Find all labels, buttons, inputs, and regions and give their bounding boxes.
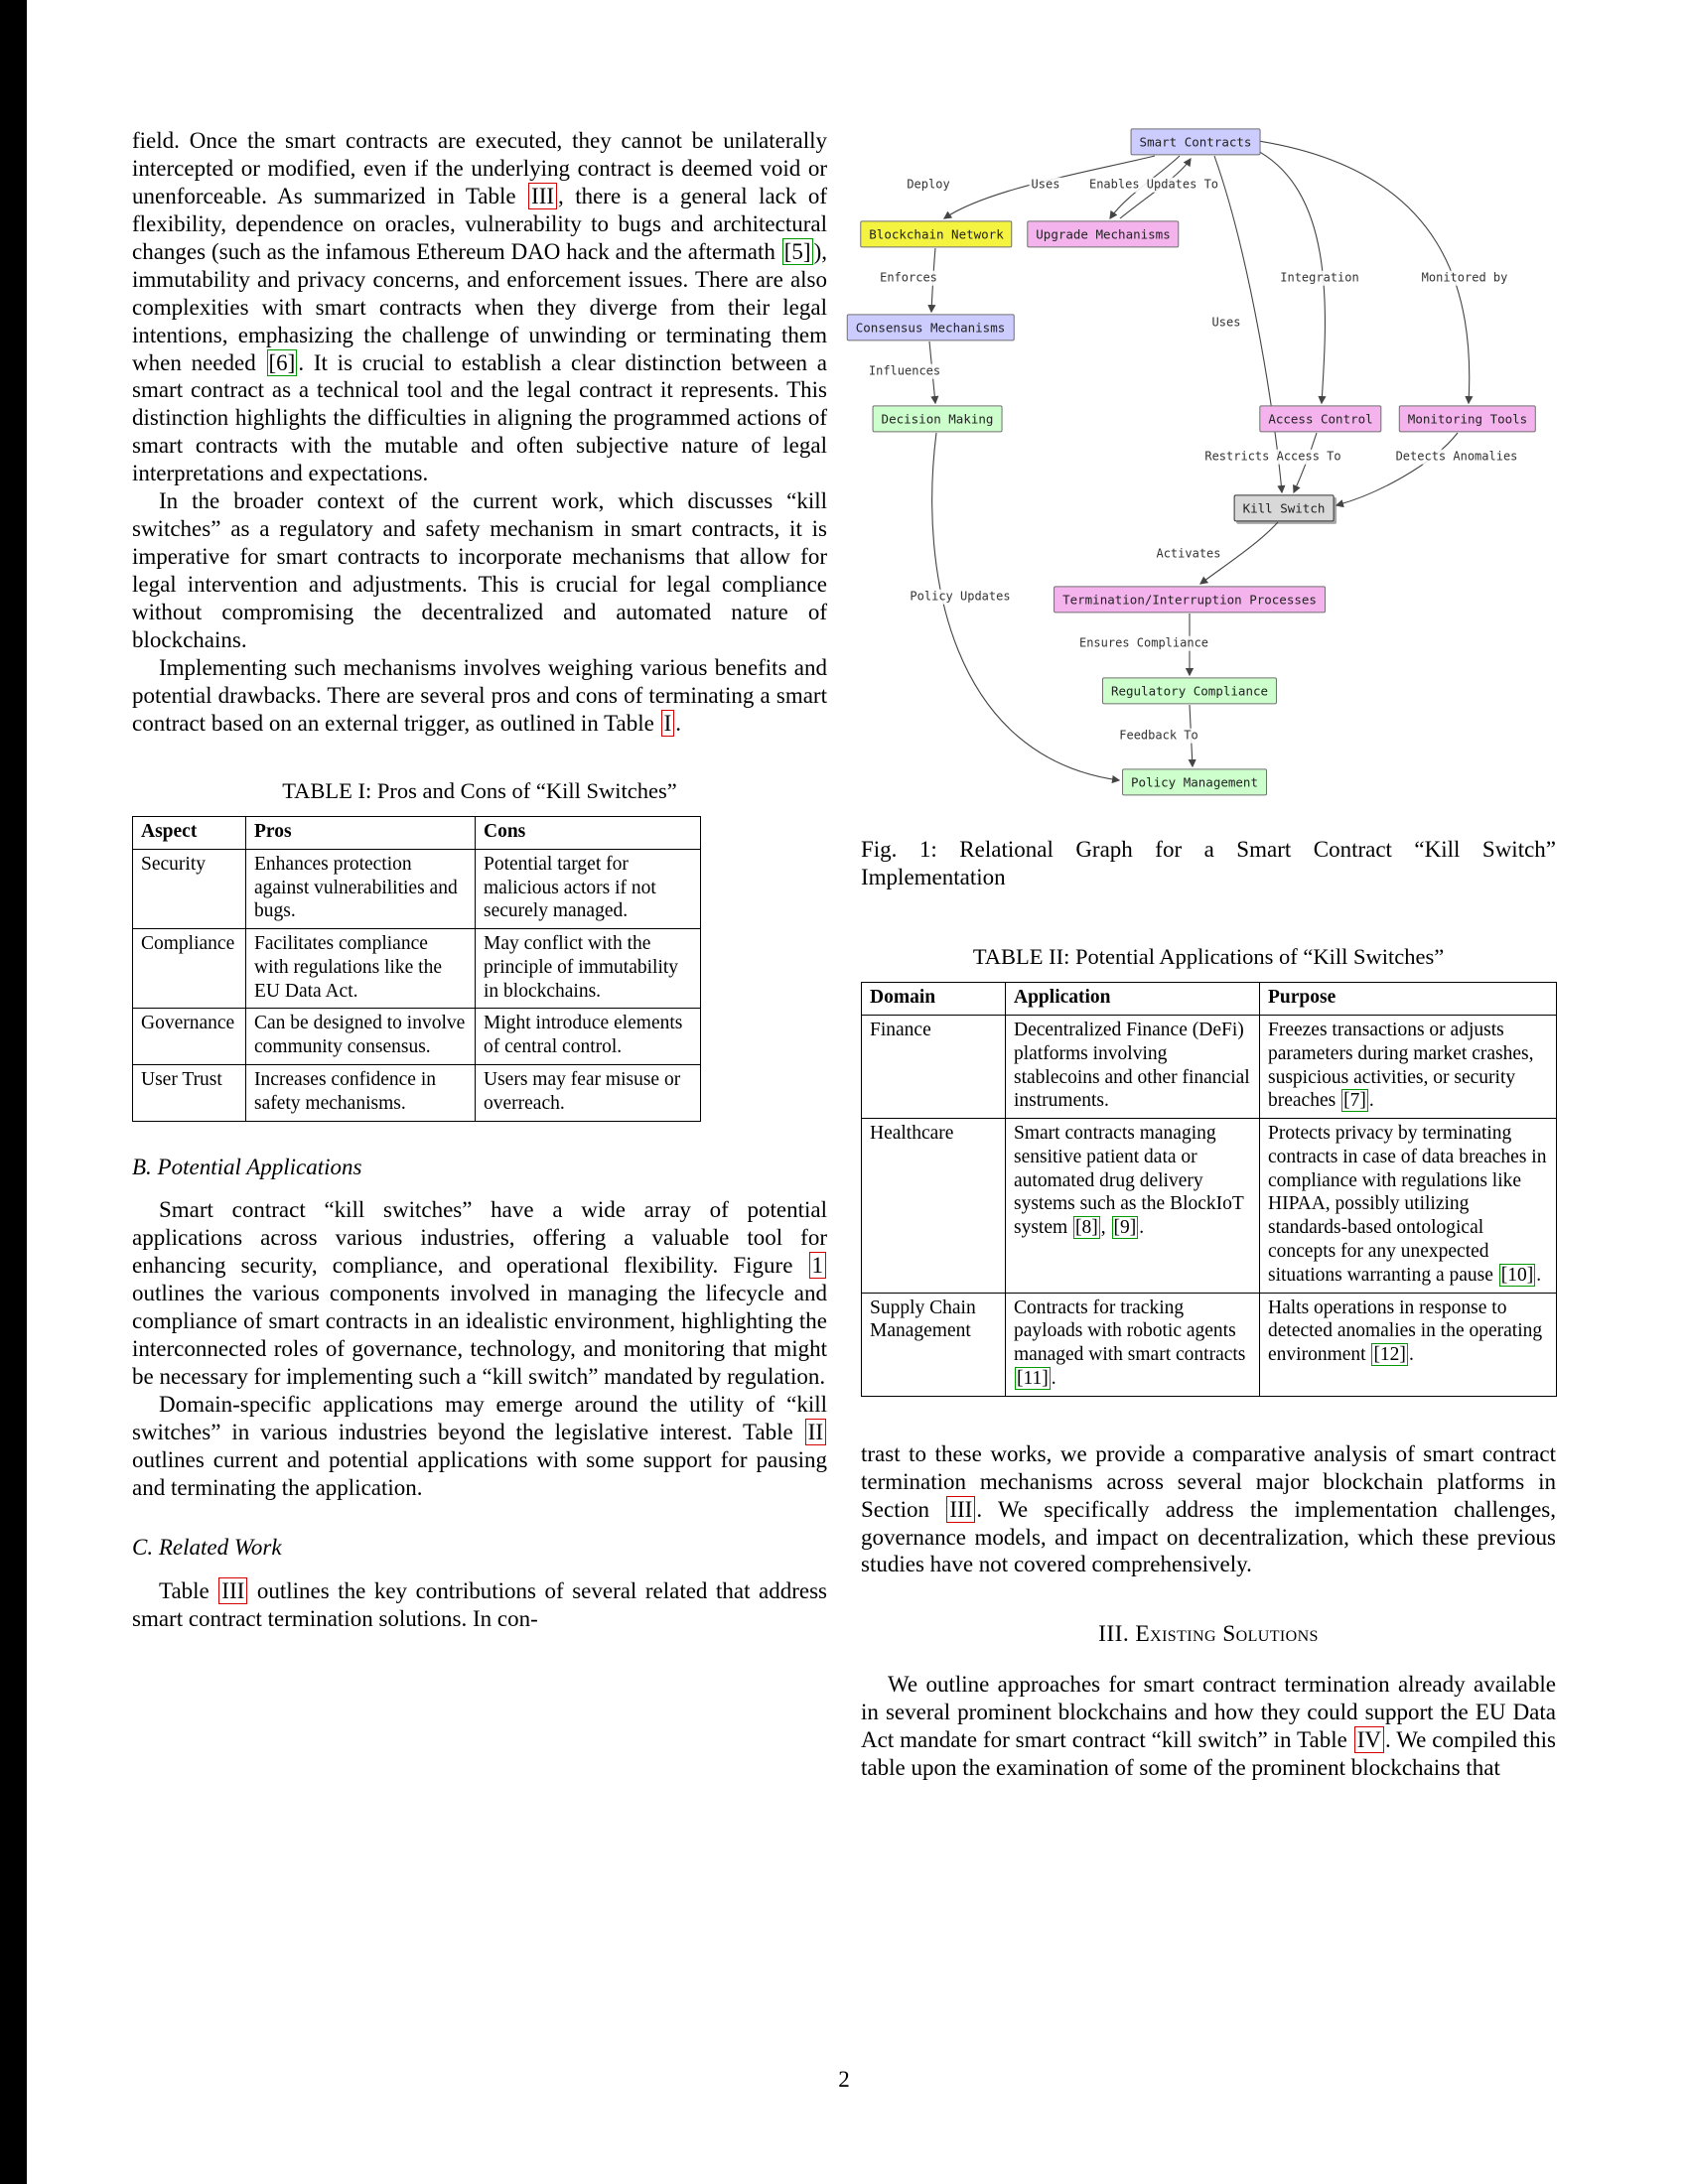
table1-body (133, 849, 701, 1121)
table-cell: Supply Chain Management (862, 1293, 1006, 1396)
scan-edge-strip (0, 0, 27, 2184)
subsection-c-heading: C. Related Work (132, 1534, 282, 1560)
paragraph: trast to these works, we provide a comparative analysis of smart contract termination mechanisms across several major blockchain platforms in Section III . We specifically address the implementation challenges, governance models, and impact on decentralization, which these previous studies have not covered comprehensively. (861, 1440, 1556, 1577)
applications-table (861, 982, 1557, 1397)
table-header-cell: Aspect (133, 816, 246, 849)
paragraph: Table III outlines the key contributions of several related that address smart contract termination solutions. In con- (132, 1577, 827, 1631)
table2-head (862, 983, 1557, 1016)
page-number: 2 (838, 2067, 850, 2092)
table-cell: Freezes transactions or adjusts parameters during market crashes, suspicious activities, or security breaches [7] . (1260, 1015, 1557, 1118)
edge-label: Activates (1156, 546, 1221, 561)
table-row (133, 1009, 701, 1065)
figure-node-blockchain-network: Blockchain Network (860, 220, 1012, 247)
paragraph: Smart contract “kill switches” have a wide array of potential applications across various industries, offering a valuable tool for enhancing security, compliance, and operational flexibility. Figure 1 outlines the various components involved in managing the lifecycle and compliance of smart contracts in an idealistic environment, highlighting the interconnected roles of governance, technology, and monitoring that might be necessary for implementing such a “kill switch” mandated by regulation. (132, 1197, 827, 1390)
paragraph: In the broader context of the current work, which discusses “kill switches” as a regulatory and safety mechanism in smart contracts, it is imperative for smart contracts to incorporate mechanisms that allow for legal intervention and adjustments. This is crucial for legal compliance without compromising the decentralized and automated nature of blockchains. (132, 488, 827, 652)
table-cell: Halts operations in response to detected anomalies in the operating environment [12] . (1260, 1293, 1557, 1396)
table-cell: Contracts for tracking payloads with robotic agents managed with smart contracts [11] . (1006, 1293, 1260, 1396)
figure-1 (855, 117, 1556, 820)
table-row (133, 849, 701, 928)
edge-label: Detects Anomalies (1395, 449, 1518, 464)
table-cell: Increases confidence in safety mechanisms. (246, 1064, 476, 1121)
edge-label: Monitored by (1421, 270, 1508, 285)
figure-node-monitoring-tools: Monitoring Tools (1399, 405, 1536, 432)
edge-label: Ensures Compliance (1078, 635, 1209, 650)
table-cell: Security (133, 849, 246, 928)
figure-node-policy-management: Policy Management (1122, 768, 1267, 795)
figure-node-access-control: Access Control (1259, 405, 1381, 432)
citation-link[interactable]: [12] (1373, 1344, 1406, 1366)
table-cell: Healthcare (862, 1119, 1006, 1293)
edge-label: Uses (1211, 315, 1241, 330)
internal-ref-link[interactable]: 1 (809, 1252, 827, 1279)
table-cell: Facilitates compliance with regulations like the EU Data Act. (246, 929, 476, 1009)
citation-link[interactable]: [5] (783, 238, 811, 264)
right-column (855, 117, 1556, 1782)
table-header-row (862, 983, 1557, 1016)
table-cell: Governance (133, 1009, 246, 1065)
table-row (133, 1064, 701, 1121)
section-iii-heading: III. Existing Solutions (1098, 1621, 1319, 1648)
internal-ref-link[interactable]: III (218, 1577, 247, 1604)
citation-link[interactable]: [10] (1500, 1264, 1534, 1286)
internal-ref-link[interactable]: I (661, 710, 675, 737)
table-cell: Compliance (133, 929, 246, 1009)
edge-label: Integration (1280, 270, 1359, 285)
table-row (862, 1119, 1557, 1293)
edge-label: Enforces (880, 270, 937, 285)
internal-ref-link[interactable]: IV (1354, 1726, 1384, 1753)
edge-label: Deploy (907, 177, 950, 192)
internal-ref-link[interactable]: II (805, 1419, 826, 1445)
paragraph: We outline approaches for smart contract termination already available in several prominent blockchains and how they could support the EU Data Act mandate for smart contract “kill switch” in Table IV . We compiled this table upon the examination of some of the prominent blockchains that (861, 1671, 1556, 1780)
edge-label: Influences (868, 363, 941, 378)
table-cell: Users may fear misuse or overreach. (476, 1064, 701, 1121)
table-cell: Can be designed to involve community consensus. (246, 1009, 476, 1065)
internal-ref-link[interactable]: III (946, 1496, 975, 1523)
figure-node-termination-interruption-processes: Termination/Interruption Processes (1054, 586, 1326, 613)
table-cell: Decentralized Finance (DeFi) platforms involving stablecoins and other financial instruments. (1006, 1015, 1260, 1118)
table1-title: TABLE I: Pros and Cons of “Kill Switches” (282, 777, 677, 803)
figure-node-smart-contracts: Smart Contracts (1131, 128, 1261, 155)
citation-link[interactable]: [6] (268, 349, 296, 375)
table1-head (133, 816, 701, 849)
citation-link[interactable]: [7] (1343, 1090, 1366, 1112)
table-header-cell: Domain (862, 983, 1006, 1016)
citation-link[interactable]: [11] (1017, 1367, 1049, 1389)
citation-link[interactable]: [8] (1075, 1217, 1098, 1239)
figure-1-caption: Fig. 1: Relational Graph for a Smart Contract “Kill Switch” Implementation (861, 837, 1556, 889)
left-column (132, 127, 827, 1633)
pros-cons-table (132, 816, 701, 1122)
edge-label: Restricts Access To (1204, 449, 1341, 464)
figure-node-decision-making: Decision Making (873, 405, 1003, 432)
figure-node-upgrade-mechanisms: Upgrade Mechanisms (1027, 220, 1179, 247)
table-row (862, 1293, 1557, 1396)
table-header-row (133, 816, 701, 849)
edge-label: Feedback To (1119, 728, 1198, 743)
subsection-b-heading: B. Potential Applications (132, 1154, 362, 1179)
paragraph: Domain-specific applications may emerge around the utility of “kill switches” in various industries beyond the legislative interest. Table II outlines current and potential applications with some support for pausing and terminating the application. (132, 1392, 827, 1500)
table-row (862, 1015, 1557, 1118)
table-header-cell: Purpose (1260, 983, 1557, 1016)
table2-body (862, 1015, 1557, 1396)
paragraph: Implementing such mechanisms involves weighing various benefits and potential drawbacks. There are several pros and cons of terminating a smart contract based on an external trigger, as outlined in Table I . (132, 654, 827, 736)
edge-monitoring-tools-to-kill-switch (1336, 433, 1458, 505)
figure-node-regulatory-compliance: Regulatory Compliance (1102, 677, 1277, 704)
table-cell: Protects privacy by terminating contracts in case of data breaches in compliance with regulations like HIPAA, possibly utilizing standards-based ontological concepts for any unexpected situations warranting a pause [10] . (1260, 1119, 1557, 1293)
table-cell: User Trust (133, 1064, 246, 1121)
edge-label: Enables Updates To (1088, 177, 1219, 192)
edge-label: Policy Updates (910, 589, 1011, 604)
edge-label: Uses (1031, 177, 1060, 192)
figure-node-consensus-mechanisms: Consensus Mechanisms (847, 314, 1015, 341)
figure-node-kill-switch: Kill Switch (1234, 494, 1335, 521)
table-cell: Enhances protection against vulnerabilities and bugs. (246, 849, 476, 928)
table-header-cell: Cons (476, 816, 701, 849)
table-cell: Potential target for malicious actors if not securely managed. (476, 849, 701, 928)
table-cell: Smart contracts managing sensitive patient data or automated drug delivery systems such as the BlockIoT system [8] , [9] . (1006, 1119, 1260, 1293)
citation-link[interactable]: [9] (1113, 1217, 1137, 1239)
table-row (133, 929, 701, 1009)
table-header-cell: Application (1006, 983, 1260, 1016)
table-cell: Might introduce elements of central control. (476, 1009, 701, 1065)
table-header-cell: Pros (246, 816, 476, 849)
table-cell: May conflict with the principle of immutability in blockchains. (476, 929, 701, 1009)
internal-ref-link[interactable]: III (528, 183, 557, 209)
table2-title: TABLE II: Potential Applications of “Kill Switches” (972, 943, 1445, 969)
table-cell: Finance (862, 1015, 1006, 1118)
paragraph: field. Once the smart contracts are executed, they cannot be unilaterally intercepted or modified, even if the underlying contract is deemed void or unenforceable. As summarized in Table III , there is a general lack of flexibility, dependence on oracles, vulnerability to bugs and architectural changes (such as the infamous Ethereum DAO hack and the aftermath [5] ), immutability and privacy concerns, and enforcement issues. There are also complexities with smart contracts when they diverge from their legal intentions, emphasizing the challenge of unwinding or terminating them when needed [6] . It is crucial to establish a clear distinction between a smart contract as a technical tool and the legal contract it represents. This distinction highlights the difficulties in aligning the programmed actions of smart contracts with the mutable and often subjective nature of legal interpretations and expectations. (132, 128, 827, 486)
